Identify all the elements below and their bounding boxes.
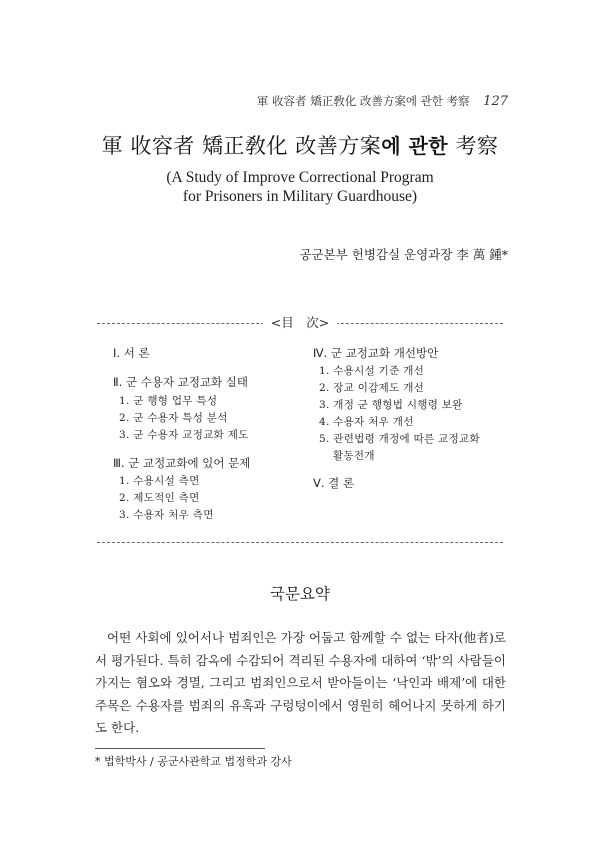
toc-section-3: Ⅲ. 군 교정교화에 있어 문제 xyxy=(113,456,251,470)
abstract-body: 어떤 사회에 있어서나 범죄인은 가장 어둡고 함께할 수 없는 타자(他者)로서 평가된다. 특히 감옥에 수감되어 격리된 수용자에 대하여 ‘밖’의 사람들이 가지는 혐오와 경멸, 그리고 범죄인으로서 받아들이는 ‘낙인과 배제’에 대한 주목은 수용자를 범죄의 유혹과 구렁텅이에서 영원히 헤어나지 못하게 하기도 한다. xyxy=(95,630,506,736)
page-number: 127 xyxy=(483,94,508,109)
toc-title-text: <目 次> xyxy=(263,315,337,330)
toc-item: 3. 수용자 처우 측면 xyxy=(119,509,214,521)
english-subtitle xyxy=(0,168,600,206)
toc-item: 2. 제도적인 측면 xyxy=(119,492,200,504)
toc-item-continued: 활동전개 xyxy=(333,450,375,462)
running-header xyxy=(257,93,508,109)
title-hanja: 軍 收容者 矯正敎化 改善方案 xyxy=(101,134,382,158)
toc-item: 3. 군 수용자 교정교화 제도 xyxy=(119,429,249,441)
toc-title xyxy=(0,313,600,331)
title-korean-bold: 에 관한 xyxy=(381,134,449,158)
paper-title xyxy=(0,130,600,160)
abstract-heading: 국문요약 xyxy=(270,585,330,603)
toc-item: 1. 수용시설 측면 xyxy=(119,475,200,487)
title-tail: 考察 xyxy=(448,134,499,158)
toc-section-2: Ⅱ. 군 수용자 교정교화 실태 xyxy=(113,375,249,389)
subtitle-line-1: (A Study of Improve Correctional Program xyxy=(166,169,434,186)
toc-section-4: Ⅳ. 군 교정교화 개선방안 xyxy=(313,346,439,360)
footnote-divider xyxy=(95,748,265,749)
running-header-title: 軍 收容者 矯正敎化 改善方案에 관한 考察 xyxy=(256,94,470,108)
toc-item: 3. 개정 군 행형법 시행령 보완 xyxy=(319,399,463,411)
toc-item: 2. 장교 이감제도 개선 xyxy=(319,382,425,394)
author-affiliation: 공군본부 헌병감실 운영과장 李 萬 鍾* xyxy=(299,247,508,262)
toc-item: 1. 군 행형 업무 특성 xyxy=(119,395,218,407)
toc-section-1: Ⅰ. 서 론 xyxy=(113,346,150,360)
toc-item: 5. 관련법령 개정에 따른 교정교화 xyxy=(319,433,480,445)
toc-item: 1. 수용시설 기준 개선 xyxy=(319,365,425,377)
toc-item: 4. 수용자 처우 개선 xyxy=(319,416,414,428)
toc-item: 2. 군 수용자 특성 분석 xyxy=(119,412,228,424)
toc-section-5: Ⅴ. 결 론 xyxy=(313,476,355,490)
subtitle-line-2: for Prisoners in Military Guardhouse) xyxy=(182,188,418,205)
author-footnote: * 법학박사 / 공군사관학교 법정학과 강사 xyxy=(95,755,292,768)
